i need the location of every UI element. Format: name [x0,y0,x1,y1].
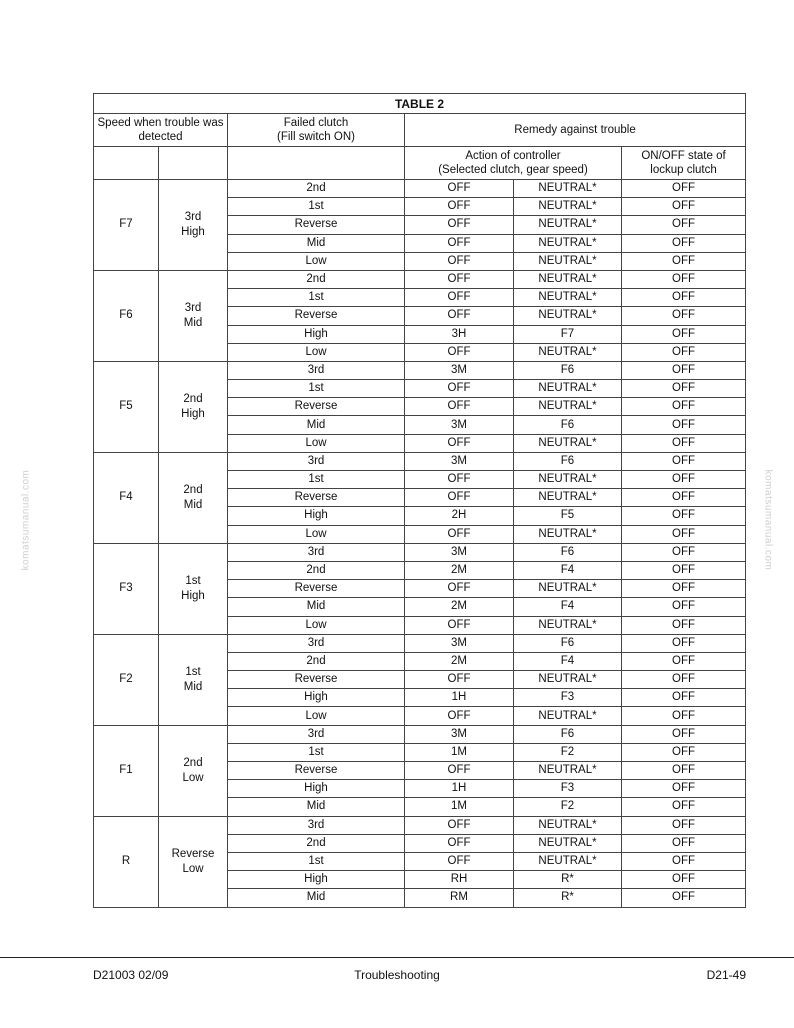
selected-clutch-cell: OFF [405,434,514,452]
lockup-state-cell: OFF [622,307,746,325]
gear-cell: 2nd Mid [159,452,228,543]
lockup-state-cell: OFF [622,798,746,816]
failed-clutch-cell: Low [228,252,405,270]
selected-clutch-cell: OFF [405,852,514,870]
failed-clutch-cell: Mid [228,798,405,816]
selected-clutch-cell: 3M [405,634,514,652]
lockup-state-cell: OFF [622,652,746,670]
failed-clutch-cell: 3rd [228,361,405,379]
header-blank-speed [94,147,159,180]
selected-clutch-cell: OFF [405,816,514,834]
selected-clutch-cell: RH [405,871,514,889]
selected-clutch-cell: 3M [405,725,514,743]
failed-clutch-cell: Mid [228,598,405,616]
gear-speed-cell: NEUTRAL* [514,471,622,489]
selected-clutch-cell: 1H [405,780,514,798]
gear-cell: 3rd High [159,180,228,271]
lockup-state-cell: OFF [622,780,746,798]
selected-clutch-cell: OFF [405,307,514,325]
gear-speed-cell: R* [514,889,622,907]
table-title: TABLE 2 [94,94,746,114]
table-row [94,180,746,198]
gear-speed-cell: R* [514,871,622,889]
lockup-state-cell: OFF [622,416,746,434]
selected-clutch-cell: OFF [405,252,514,270]
selected-clutch-cell: 2M [405,652,514,670]
lockup-state-cell: OFF [622,471,746,489]
selected-clutch-cell: OFF [405,180,514,198]
watermark-left: komatsumanual.com [20,469,32,571]
gear-speed-cell: NEUTRAL* [514,252,622,270]
selected-clutch-cell: 3H [405,325,514,343]
failed-clutch-cell: High [228,325,405,343]
table-row [94,634,746,652]
table-title-row [94,94,746,114]
lockup-state-cell: OFF [622,543,746,561]
gear-speed-cell: NEUTRAL* [514,270,622,288]
lockup-state-cell: OFF [622,725,746,743]
table-row [94,452,746,470]
table-row [94,270,746,288]
lockup-state-cell: OFF [622,270,746,288]
lockup-state-cell: OFF [622,561,746,579]
gear-speed-cell: NEUTRAL* [514,525,622,543]
selected-clutch-cell: OFF [405,762,514,780]
failed-clutch-cell: Low [228,525,405,543]
lockup-state-cell: OFF [622,580,746,598]
failed-clutch-cell: 2nd [228,561,405,579]
gear-speed-cell: F6 [514,634,622,652]
selected-clutch-cell: 2H [405,507,514,525]
failed-clutch-cell: 3rd [228,452,405,470]
gear-cell: 1st High [159,543,228,634]
gear-speed-cell: NEUTRAL* [514,307,622,325]
lockup-state-cell: OFF [622,834,746,852]
selected-clutch-cell: OFF [405,198,514,216]
gear-speed-cell: F6 [514,452,622,470]
selected-clutch-cell: 3M [405,543,514,561]
gear-speed-cell: NEUTRAL* [514,580,622,598]
failed-clutch-cell: High [228,871,405,889]
failed-clutch-cell: 3rd [228,725,405,743]
selected-clutch-cell: OFF [405,525,514,543]
lockup-state-cell: OFF [622,489,746,507]
selected-clutch-cell: 3M [405,361,514,379]
failed-clutch-cell: 3rd [228,634,405,652]
speed-cell: F4 [94,452,159,543]
gear-speed-cell: NEUTRAL* [514,834,622,852]
selected-clutch-cell: 3M [405,416,514,434]
gear-speed-cell: NEUTRAL* [514,616,622,634]
speed-cell: F5 [94,361,159,452]
failed-clutch-cell: Reverse [228,762,405,780]
lockup-state-cell: OFF [622,598,746,616]
lockup-state-cell: OFF [622,198,746,216]
header-action: Action of controller (Selected clutch, gear speed) [405,147,622,180]
lockup-state-cell: OFF [622,616,746,634]
gear-speed-cell: F6 [514,361,622,379]
failed-clutch-cell: Reverse [228,580,405,598]
lockup-state-cell: OFF [622,743,746,761]
selected-clutch-cell: OFF [405,343,514,361]
gear-speed-cell: NEUTRAL* [514,489,622,507]
gear-cell: Reverse Low [159,816,228,907]
gear-speed-cell: NEUTRAL* [514,289,622,307]
header-blank-gear [159,147,228,180]
lockup-state-cell: OFF [622,398,746,416]
failed-clutch-cell: High [228,507,405,525]
failed-clutch-cell: Low [228,616,405,634]
footer-section: Troubleshooting [354,968,440,982]
gear-speed-cell: NEUTRAL* [514,380,622,398]
lockup-state-cell: OFF [622,507,746,525]
header-row-2 [94,147,746,180]
gear-speed-cell: F6 [514,543,622,561]
failed-clutch-cell: Reverse [228,489,405,507]
lockup-state-cell: OFF [622,707,746,725]
failed-clutch-cell: 2nd [228,270,405,288]
selected-clutch-cell: OFF [405,216,514,234]
gear-speed-cell: F3 [514,689,622,707]
failed-clutch-cell: 1st [228,198,405,216]
header-blank-failed [228,147,405,180]
header-row-1 [94,114,746,147]
failed-clutch-cell: 1st [228,289,405,307]
watermark-right: komatsumanual.com [762,469,774,571]
gear-speed-cell: NEUTRAL* [514,434,622,452]
gear-speed-cell: F6 [514,725,622,743]
failed-clutch-cell: 2nd [228,652,405,670]
failed-clutch-cell: 3rd [228,543,405,561]
failed-clutch-cell: Mid [228,416,405,434]
selected-clutch-cell: OFF [405,489,514,507]
speed-cell: F1 [94,725,159,816]
failed-clutch-cell: 2nd [228,180,405,198]
selected-clutch-cell: 1M [405,743,514,761]
gear-speed-cell: NEUTRAL* [514,198,622,216]
gear-cell: 1st Mid [159,634,228,725]
failed-clutch-cell: Mid [228,889,405,907]
failed-clutch-cell: 1st [228,743,405,761]
selected-clutch-cell: RM [405,889,514,907]
speed-cell: F2 [94,634,159,725]
gear-speed-cell: F4 [514,652,622,670]
failed-clutch-cell: 2nd [228,834,405,852]
lockup-state-cell: OFF [622,689,746,707]
gear-speed-cell: F2 [514,743,622,761]
selected-clutch-cell: OFF [405,471,514,489]
selected-clutch-cell: OFF [405,834,514,852]
header-remedy: Remedy against trouble [405,114,746,147]
header-failed-clutch: Failed clutch (Fill switch ON) [228,114,405,147]
footer-divider [0,957,794,958]
lockup-state-cell: OFF [622,361,746,379]
lockup-state-cell: OFF [622,852,746,870]
failed-clutch-cell: 1st [228,471,405,489]
lockup-state-cell: OFF [622,889,746,907]
lockup-state-cell: OFF [622,252,746,270]
selected-clutch-cell: 2M [405,598,514,616]
failed-clutch-cell: Low [228,434,405,452]
lockup-state-cell: OFF [622,434,746,452]
failed-clutch-cell: Reverse [228,216,405,234]
gear-speed-cell: NEUTRAL* [514,216,622,234]
footer-doc-id: D21003 02/09 [93,968,169,982]
table-row [94,543,746,561]
gear-speed-cell: F3 [514,780,622,798]
selected-clutch-cell: OFF [405,270,514,288]
gear-speed-cell: NEUTRAL* [514,852,622,870]
gear-speed-cell: NEUTRAL* [514,762,622,780]
failed-clutch-cell: Reverse [228,307,405,325]
gear-speed-cell: NEUTRAL* [514,816,622,834]
lockup-state-cell: OFF [622,762,746,780]
selected-clutch-cell: OFF [405,234,514,252]
lockup-state-cell: OFF [622,871,746,889]
selected-clutch-cell: OFF [405,380,514,398]
table-row [94,725,746,743]
selected-clutch-cell: OFF [405,580,514,598]
speed-cell: R [94,816,159,907]
header-onoff: ON/OFF state of lockup clutch [622,147,746,180]
selected-clutch-cell: OFF [405,616,514,634]
gear-cell: 3rd Mid [159,270,228,361]
gear-speed-cell: NEUTRAL* [514,234,622,252]
gear-speed-cell: NEUTRAL* [514,180,622,198]
failed-clutch-cell: Low [228,343,405,361]
troubleshooting-table [93,93,746,908]
gear-speed-cell: NEUTRAL* [514,343,622,361]
lockup-state-cell: OFF [622,216,746,234]
lockup-state-cell: OFF [622,671,746,689]
lockup-state-cell: OFF [622,452,746,470]
lockup-state-cell: OFF [622,816,746,834]
table-body [94,94,746,908]
failed-clutch-cell: Reverse [228,398,405,416]
failed-clutch-cell: Low [228,707,405,725]
lockup-state-cell: OFF [622,634,746,652]
header-speed: Speed when trouble was detected [94,114,228,147]
failed-clutch-cell: High [228,780,405,798]
gear-speed-cell: F4 [514,598,622,616]
table-row [94,361,746,379]
failed-clutch-cell: 3rd [228,816,405,834]
gear-speed-cell: F4 [514,561,622,579]
selected-clutch-cell: 1H [405,689,514,707]
gear-speed-cell: F5 [514,507,622,525]
failed-clutch-cell: 1st [228,852,405,870]
gear-speed-cell: NEUTRAL* [514,398,622,416]
failed-clutch-cell: Mid [228,234,405,252]
lockup-state-cell: OFF [622,343,746,361]
failed-clutch-cell: 1st [228,380,405,398]
lockup-state-cell: OFF [622,180,746,198]
speed-cell: F3 [94,543,159,634]
lockup-state-cell: OFF [622,525,746,543]
selected-clutch-cell: 1M [405,798,514,816]
selected-clutch-cell: OFF [405,671,514,689]
selected-clutch-cell: OFF [405,398,514,416]
lockup-state-cell: OFF [622,325,746,343]
table-row [94,816,746,834]
selected-clutch-cell: 2M [405,561,514,579]
speed-cell: F7 [94,180,159,271]
gear-cell: 2nd High [159,361,228,452]
gear-speed-cell: NEUTRAL* [514,707,622,725]
failed-clutch-cell: Reverse [228,671,405,689]
failed-clutch-cell: High [228,689,405,707]
selected-clutch-cell: OFF [405,289,514,307]
lockup-state-cell: OFF [622,380,746,398]
selected-clutch-cell: OFF [405,707,514,725]
gear-speed-cell: F6 [514,416,622,434]
selected-clutch-cell: 3M [405,452,514,470]
footer-page-number: D21-49 [706,968,746,982]
gear-speed-cell: F7 [514,325,622,343]
gear-cell: 2nd Low [159,725,228,816]
lockup-state-cell: OFF [622,289,746,307]
lockup-state-cell: OFF [622,234,746,252]
gear-speed-cell: F2 [514,798,622,816]
speed-cell: F6 [94,270,159,361]
gear-speed-cell: NEUTRAL* [514,671,622,689]
